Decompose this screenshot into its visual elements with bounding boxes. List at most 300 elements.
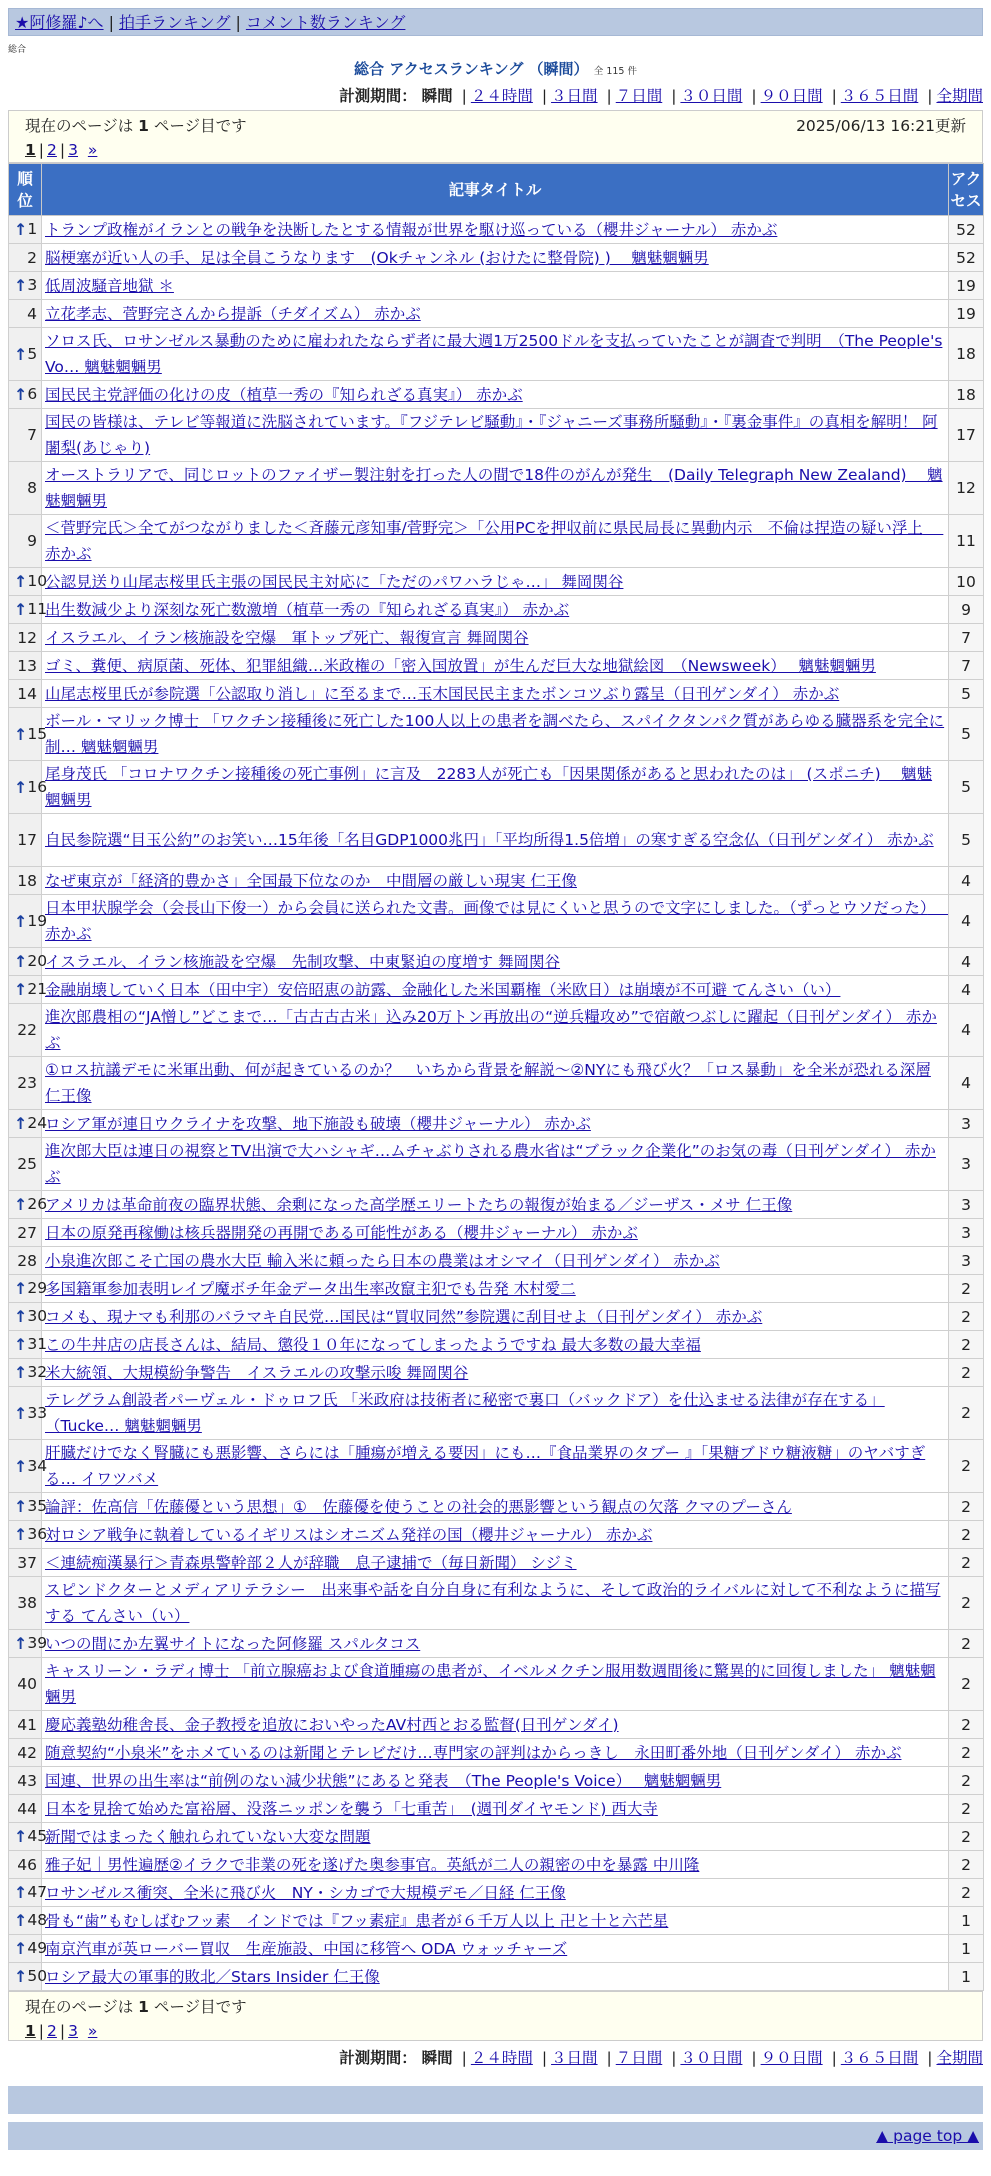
title-cell [42,680,949,708]
title-cell [42,1275,949,1303]
access-count: 2 [949,1549,984,1577]
table-row [9,1275,984,1303]
rank-number: 20 [27,952,48,970]
rank-number: 47 [27,1883,48,1901]
title-cell [42,1493,949,1521]
article-link[interactable]: 多国籍軍参加表明レイプ魔ボチ年金データ出生率改竄主犯でも告発 木村愛二 [45,1279,576,1298]
table-row [9,328,984,381]
rank-number: 18 [17,871,37,890]
rank-cell [9,1191,48,1219]
period-365d-link[interactable]: ３６５日間 [840,87,919,105]
period-7d-link[interactable]: ７日間 [615,2049,663,2067]
rank-cell [9,652,42,680]
article-link[interactable]: 対ロシア戦争に執着しているイギリスはシオニズム発祥の国（櫻井ジャーナル） 赤かぶ [45,1525,653,1544]
access-count: 5 [949,708,984,761]
next-page-link[interactable]: » [87,141,98,159]
rank-number: 9 [27,532,37,550]
page-prefix: 現在のページは [25,117,134,135]
article-link[interactable]: 肝臓だけでなく腎臓にも悪影響、さらには「腫瘍が増える要因」にも…『食品業界のタブー 』「果糖ブドウ糖液糖」のヤバすぎる… イワツバメ [45,1444,926,1488]
title-cell [42,1549,949,1577]
article-link[interactable]: ＜菅野完氏＞全てがつながりました＜斉藤元彦知事/菅野完＞「公用PCを押収前に県民局長に異動内示 不倫は捏造の疑い浮上 赤かぶ [45,519,944,563]
rank-cell [9,1387,48,1440]
title-cell [42,1658,949,1711]
article-link[interactable]: ゴミ、糞便、病原菌、死体、犯罪組織…米政権の「密入国放置」が生んだ巨大な地獄絵図 （Newsweek） 魑魅魍魎男 [45,656,876,675]
rank-cell [9,1879,48,1907]
access-count: 2 [949,1630,984,1658]
table-row [9,1549,984,1577]
pagination-separator: | [38,2022,45,2040]
rank-number: 31 [27,1335,48,1353]
title-cell [42,1359,949,1387]
period-separator: | [461,87,467,105]
page-prefix: 現在のページは [25,1998,134,2016]
access-count: 2 [949,1879,984,1907]
table-row [9,244,984,272]
article-link[interactable]: イスラエル、イラン核施設を空爆 軍トップ死亡、報復宣言 舞岡関谷 [45,628,529,647]
period-90d-link[interactable]: ９０日間 [760,2049,823,2067]
rank-number: 39 [27,1634,48,1652]
rank-cell [9,1219,42,1247]
title-cell [42,708,949,761]
table-row [9,1935,984,1963]
rank-number: 12 [17,628,37,647]
table-row [9,1795,984,1823]
table-row [9,216,984,244]
table-row [9,1577,984,1630]
home-link[interactable]: ★阿修羅♪へ [15,13,104,32]
access-count: 4 [949,867,984,895]
article-link[interactable]: キャスリーン・ラディ博士 「前立腺癌および食道腫瘍の患者が、イベルメクチン服用数週間後に驚異的に回復しました」 魑魅魍魎男 [45,1662,936,1706]
period-current: 瞬間 [421,2049,453,2067]
table-row [9,1630,984,1658]
access-count: 2 [949,1387,984,1440]
access-count: 2 [949,1493,984,1521]
rank-cell [9,895,48,948]
access-count: 2 [949,1440,984,1493]
rank-up-arrow-icon: ↑ [14,276,28,295]
title-cell [42,300,949,328]
title-cell [42,1219,949,1247]
article-link[interactable]: 国民の皆様は、テレビ等報道に洗脳されています。『フジテレビ騒動』・『ジャニーズ事務所騒動』・『裏金事件』の真相を解明！ 阿闍梨(あじゃり) [45,413,938,457]
access-count: 2 [949,1767,984,1795]
title-cell [42,216,949,244]
page-link-2[interactable]: 2 [47,141,57,159]
title-cell [42,328,949,381]
table-row [9,624,984,652]
access-count: 52 [949,244,984,272]
access-count: 5 [949,814,984,867]
article-link[interactable]: 公認見送り山尾志桜里氏主張の国民民主対応に「ただのパワハラじゃ…」 舞岡関谷 [45,572,624,591]
access-count: 2 [949,1303,984,1331]
table-row [9,680,984,708]
rank-cell [9,624,42,652]
access-count: 10 [949,568,984,596]
access-count: 9 [949,596,984,624]
rank-number: 22 [17,1021,37,1039]
period-all-link[interactable]: 全期間 [936,2049,983,2067]
rank-cell [9,1630,48,1658]
rank-up-arrow-icon: ↑ [14,1335,28,1354]
rank-cell [9,1331,48,1359]
page-link-2[interactable]: 2 [47,2022,57,2040]
title-cell [42,1879,949,1907]
article-link[interactable]: 脳梗塞が近い人の手、足は全員こうなります (Okチャンネル (おけたに整骨院) ) 魑魅魍魎男 [45,248,709,267]
title-cell [42,1247,949,1275]
rank-number: 46 [17,1855,37,1874]
rank-number: 36 [27,1525,48,1543]
table-row [9,814,984,867]
article-link[interactable]: 低周波騒音地獄 ＊ [45,276,174,295]
rank-number: 13 [17,656,37,675]
page-suffix: ページ目です [153,1998,247,2016]
rank-number: 21 [27,980,48,998]
rank-up-arrow-icon: ↑ [14,1363,28,1382]
access-count: 4 [949,1057,984,1110]
period-365d-link[interactable]: ３６５日間 [840,2049,919,2067]
rank-number: 16 [27,777,48,796]
title-cell [42,1331,949,1359]
rank-cell [9,867,42,895]
article-link[interactable]: コメも、現ナマも利那のバラマキ自民党…国民は“買収同然”参院選に刮目せよ（日刊ゲンダイ） 赤かぶ [45,1307,763,1326]
rank-number: 43 [17,1771,37,1790]
rank-number: 33 [27,1403,48,1422]
article-link[interactable]: いつの間にか左翼サイトになった阿修羅 スパルタコス [45,1634,421,1653]
rank-up-arrow-icon: ↑ [14,1827,28,1846]
table-row [9,1057,984,1110]
rank-cell [9,515,42,568]
period-separator: | [606,2049,612,2067]
rank-cell [9,272,42,300]
col-title-header: 記事タイトル [42,164,949,216]
rank-up-arrow-icon: ↑ [14,1195,28,1214]
title-cell [42,652,949,680]
rank-cell [9,381,42,409]
title-cell [42,1057,949,1110]
top-nav-bar [8,8,983,36]
table-row [9,515,984,568]
rank-cell [9,761,48,814]
period-24h-link[interactable]: ２４時間 [470,87,533,105]
rank-cell [9,1521,48,1549]
pagination-top [25,138,966,162]
table-row [9,895,984,948]
article-link[interactable]: 立花孝志、菅野完さんから提訴（チダイズム） 赤かぶ [45,304,421,323]
page-link-3[interactable]: 3 [68,2022,79,2040]
period-3d-link[interactable]: ３日間 [551,87,598,105]
article-link[interactable]: ①ロス抗議デモに米軍出動、何が起きているのか？ いちから背景を解説～②NYにも飛び火？「ロス暴動」を全米が恐れる深層 仁王像 [45,1061,931,1105]
article-link[interactable]: この牛丼店の店長さんは、結局、懲役１０年になってしまったようですね 最大多数の最大幸福 [45,1335,701,1354]
table-row [9,300,984,328]
title-cell [42,1935,949,1963]
rank-number: 42 [17,1743,37,1762]
article-link[interactable]: トランプ政権がイランとの戦争を決断したとする情報が世界を駆け巡っている（櫻井ジャーナル） 赤かぶ [45,220,778,239]
article-link[interactable]: オーストラリアで、同じロットのファイザー製注射を打った人の間で18件のがんが発生 (Daily Telegraph New Zealand) 魑魅魍魎男 [45,466,943,510]
access-count: 2 [949,1823,984,1851]
access-count: 2 [949,1739,984,1767]
page-top-bar [8,2122,983,2150]
table-row [9,1004,984,1057]
period-separator: | [606,87,612,105]
next-page-link[interactable]: » [87,2022,98,2040]
period-30d-link[interactable]: ３０日間 [680,87,743,105]
pagination-separator: | [59,141,66,159]
article-link[interactable]: ソロス氏、ロサンゼルス暴動のために雇われたならず者に最大週1万2500ドルを支払っていたことが調査で判明 （The People's Vo… 魑魅魍魎男 [45,332,943,376]
rank-number: 8 [27,479,37,497]
access-count: 7 [949,624,984,652]
article-link[interactable]: 出生数減少より深刻な死亡数激増（植草一秀の『知られざる真実』） 赤かぶ [45,600,570,619]
access-count: 3 [949,1138,984,1191]
period-90d-link[interactable]: ９０日間 [760,87,823,105]
article-link[interactable]: 小泉進次郎こそ亡国の農水大臣 輸入米に頼ったら日本の農業はオシマイ（日刊ゲンダイ） 赤かぶ [45,1251,720,1270]
rank-number: 45 [27,1827,48,1845]
rank-cell [9,1767,42,1795]
access-count: 19 [949,272,984,300]
rank-number: 25 [17,1155,37,1173]
period-label: 計測期間： [339,2049,417,2067]
page-info-bottom [8,1991,983,2041]
rank-cell [9,244,42,272]
rank-cell [9,814,42,867]
article-link[interactable]: 慶応義塾幼稚舎長、金子教授を追放においやったAV村西とおる監督(日刊ゲンダイ) [45,1715,619,1734]
access-count: 2 [949,1658,984,1711]
table-row [9,596,984,624]
access-count: 7 [949,652,984,680]
title-cell [42,1630,949,1658]
article-link[interactable]: 南京汽車が英ローバー買収 生産施設、中国に移管へ ODA ウォッチャーズ [45,1939,568,1958]
rank-cell [9,1493,48,1521]
rank-cell [9,1549,42,1577]
rank-up-arrow-icon: ↑ [14,1883,28,1902]
table-row [9,409,984,462]
rank-cell [9,409,42,462]
rank-cell [9,596,48,624]
article-link[interactable]: アメリカは革命前夜の臨界状態、余剰になった高学歴エリートたちの報復が始まる／ジーザス・メサ 仁王像 [45,1195,793,1214]
table-row [9,1711,984,1739]
table-row [9,568,984,596]
rank-cell [9,1110,48,1138]
rank-cell [9,1711,42,1739]
rank-number: 41 [17,1715,37,1734]
access-count: 3 [949,1247,984,1275]
article-link[interactable]: スピンドクターとメディアリテラシー 出来事や話を自分自身に有利なように、そして政治的ライバルに対して不利なように描写する てんさい（い） [45,1581,941,1625]
article-link[interactable]: ロシア軍が連日ウクライナを攻撃、地下施設も破壊（櫻井ジャーナル） 赤かぶ [45,1114,591,1133]
table-row [9,1739,984,1767]
period-all-link[interactable]: 全期間 [936,87,983,105]
title-cell [42,1739,949,1767]
rank-number: 19 [27,911,48,930]
access-count: 3 [949,1191,984,1219]
access-count: 2 [949,1577,984,1630]
table-row [9,1767,984,1795]
rank-up-arrow-icon: ↑ [14,572,28,591]
rank-cell [9,1275,48,1303]
period-30d-link[interactable]: ３０日間 [680,2049,743,2067]
article-link[interactable]: 国連、世界の出生率は“前例のない減少状態”にあると発表 （The People's Voice） 魑魅魍魎男 [45,1771,722,1790]
rank-cell [9,1823,48,1851]
table-row [9,1879,984,1907]
title-cell [42,761,949,814]
article-link[interactable]: 随意契約“小泉米”をホメているのは新聞とテレビだけ…専門家の評判はからっきし 永田町番外地（日刊ゲンダイ） 赤かぶ [45,1743,902,1762]
period-3d-link[interactable]: ３日間 [551,2049,598,2067]
access-count: 3 [949,1219,984,1247]
rank-number: 11 [27,600,48,618]
table-row [9,708,984,761]
current-page-text [25,1995,247,2019]
rank-number: 28 [17,1251,37,1270]
access-count: 2 [949,1359,984,1387]
access-count: 2 [949,1331,984,1359]
title-cell [42,895,949,948]
page-info-top [8,110,983,163]
article-link[interactable]: 尾身茂氏 「コロナワクチン接種後の死亡事例」に言及 2283人が死亡も「因果関係があると思われたのは」 (スポニチ) 魑魅魍魎男 [45,765,933,809]
rank-up-arrow-icon: ↑ [14,1307,28,1326]
claps-ranking-link[interactable]: 拍手ランキング [118,13,231,32]
rank-cell [9,1247,42,1275]
title-cell [42,272,949,300]
page-number: 1 [138,1998,149,2016]
article-link[interactable]: 金融崩壊していく日本（田中宇）安倍昭恵の訪露、金融化した米国覇権（米欧日）は崩壊が不可避 てんさい（い） [45,980,841,999]
article-link[interactable]: ロサンゼルス衝突、全米に飛び火 NY・シカゴで大規模デモ／日経 仁王像 [45,1883,566,1902]
rank-up-arrow-icon: ↑ [14,1525,28,1544]
title-cell [42,976,949,1004]
table-row [9,948,984,976]
access-count: 2 [949,1521,984,1549]
article-link[interactable]: なぜ東京が「経済的豊かさ」全国最下位なのか 中間層の厳しい現実 仁王像 [45,871,577,890]
rank-cell [9,1138,42,1191]
period-selector-top [8,84,983,106]
page-number: 1 [138,117,149,135]
rank-number: 26 [27,1195,48,1213]
rank-cell [9,1057,42,1110]
rank-number: 34 [27,1456,48,1475]
ranking-rows [9,216,984,1991]
page-link-1-current: 1 [25,141,36,159]
article-link[interactable]: テレグラム創設者パーヴェル・ドゥロフ氏 「米政府は技術者に秘密で裏口（バックドア）を仕込ませる法律が存在する」（Tucke… 魑魅魍魎男 [45,1391,885,1435]
article-link[interactable]: 米大統領、大規模紛争警告 イスラエルの攻撃示唆 舞岡関谷 [45,1363,469,1382]
page-top-link[interactable]: ▲ page top ▲ [876,2127,979,2145]
rank-number: 32 [27,1363,48,1381]
article-link[interactable]: 骨も“歯”もむしばむフッ素 インドでは『フッ素症』患者が６千万人以上 卍と十と六芒星 [45,1911,669,1930]
rank-up-arrow-icon: ↑ [14,1279,28,1298]
title-cell [42,568,949,596]
article-link[interactable]: ＜連続痴漢暴行＞青森県警幹部２人が辞職 息子逮捕で（毎日新聞） シジミ [45,1553,577,1572]
period-current: 瞬間 [421,87,453,105]
period-selector-bottom [8,2046,983,2068]
rank-cell [9,1658,42,1711]
rank-cell [9,1577,42,1630]
article-link[interactable]: ロシア最大の軍事的敗北／Stars Insider 仁王像 [45,1967,380,1986]
rank-number: 50 [27,1967,48,1985]
page-link-3[interactable]: 3 [68,141,79,159]
nav-separator: | [235,13,241,32]
rank-cell [9,976,48,1004]
title-cell [42,1303,949,1331]
title-cell [42,624,949,652]
title-cell [42,1907,949,1935]
period-separator: | [927,87,933,105]
title-cell [42,948,949,976]
access-count: 4 [949,976,984,1004]
period-label: 計測期間： [339,87,417,105]
title-cell [42,1795,949,1823]
rank-up-arrow-icon: ↑ [14,600,28,619]
article-link[interactable]: 日本甲状腺学会（会長山下俊一）から会員に送られた文書。画像では見にくいと思うので文字にしました。（ずっとウソだった） 赤かぶ [45,899,949,943]
rank-up-arrow-icon: ↑ [14,952,28,971]
rank-number: 1 [27,220,38,238]
access-count: 1 [949,1935,984,1963]
pagination-bottom [25,2019,966,2043]
rank-cell [9,1440,48,1493]
article-link[interactable]: 自民参院選“目玉公約”のお笑い…15年後「名目GDP1000兆円」「平均所得1.5倍増」の寒すぎる空念仏（日刊ゲンダイ） 赤かぶ [45,831,934,849]
article-link[interactable]: 日本を見捨て始めた富裕層、没落ニッポンを襲う「七重苦」 (週刊ダイヤモンド) 西大寺 [45,1799,658,1818]
period-separator: | [751,2049,757,2067]
col-access-header: アクセス [949,164,984,216]
rank-number: 3 [27,276,38,294]
article-link[interactable]: 進次郎農相の“JA憎し”どこまで…「古古古古米」込み20万トン再放出の“逆兵糧攻め”で宿敵つぶしに躍起（日刊ゲンダイ） 赤かぶ [45,1008,937,1052]
title-cell [42,1138,949,1191]
article-link[interactable]: 日本の原発再稼働は核兵器開発の再開である可能性がある（櫻井ジャーナル） 赤かぶ [45,1223,638,1242]
article-link[interactable]: 進次郎大臣は連日の視察とTV出演で大ハシャギ…ムチャぶりされる農水省は“ブラック企業化”のお気の毒（日刊ゲンダイ） 赤かぶ [45,1142,936,1186]
table-row [9,1191,984,1219]
page-title-text: 総合 アクセスランキング （瞬間） [354,60,589,78]
access-count: 5 [949,680,984,708]
rank-number: 10 [27,572,48,590]
article-link[interactable]: ボール・マリック博士 「ワクチン接種後に死亡した100人以上の患者を調べたら、スパイクタンパク質があらゆる臓器系を完全に制… 魑魅魍魎男 [45,712,945,756]
article-link[interactable]: 国民民主党評価の化けの皮（植草一秀の『知られざる真実』） 赤かぶ [45,385,523,404]
article-link[interactable]: 山尾志桜里氏が参院選「公認取り消し」に至るまで…玉木国民民主またボンコツぶり露呈（日刊ゲンダイ） 赤かぶ [45,684,840,703]
rank-number: 49 [27,1939,48,1957]
table-row [9,652,984,680]
article-link[interactable]: 新聞ではまったく触れられていない大変な問題 [45,1827,371,1846]
rank-up-arrow-icon: ↑ [14,1967,28,1986]
rank-cell [9,1795,42,1823]
title-cell [42,1711,949,1739]
period-separator: | [927,2049,933,2067]
title-cell [42,244,949,272]
table-row [9,867,984,895]
article-link[interactable]: イスラエル、イラン核施設を空爆 先制攻撃、中東緊迫の度増す 舞岡関谷 [45,952,561,971]
rank-number: 44 [17,1799,37,1818]
rank-cell [9,1935,48,1963]
rank-cell [9,328,42,381]
rank-cell [9,216,42,244]
rank-cell [9,462,42,515]
table-row [9,1493,984,1521]
rank-number: 5 [27,344,38,363]
access-count: 52 [949,216,984,244]
title-cell [42,462,949,515]
rank-up-arrow-icon: ↑ [14,1911,28,1930]
rank-number: 6 [27,385,38,403]
period-7d-link[interactable]: ７日間 [615,87,663,105]
table-row [9,1110,984,1138]
table-row [9,462,984,515]
rank-up-arrow-icon: ↑ [14,1939,28,1958]
access-count: 2 [949,1275,984,1303]
title-cell [42,515,949,568]
title-cell [42,1521,949,1549]
access-count: 17 [949,409,984,462]
comments-ranking-link[interactable]: コメント数ランキング [245,13,406,32]
article-link[interactable]: 雅子妃｜男性遍歴②イラクで非業の死を遂げた奥参事官。英紙が二人の親密の中を暴露 中川隆 [45,1855,700,1874]
rank-up-arrow-icon: ↑ [14,1497,28,1516]
rank-up-arrow-icon: ↑ [14,220,28,239]
rank-number: 48 [27,1911,48,1929]
period-24h-link[interactable]: ２４時間 [470,2049,533,2067]
table-row [9,1851,984,1879]
article-link[interactable]: 論評：佐高信「佐藤優という思想」① 佐藤優を使うことの社会的悪影響という観点の欠落 クマのプーさん [45,1497,792,1516]
rank-cell [9,1359,48,1387]
